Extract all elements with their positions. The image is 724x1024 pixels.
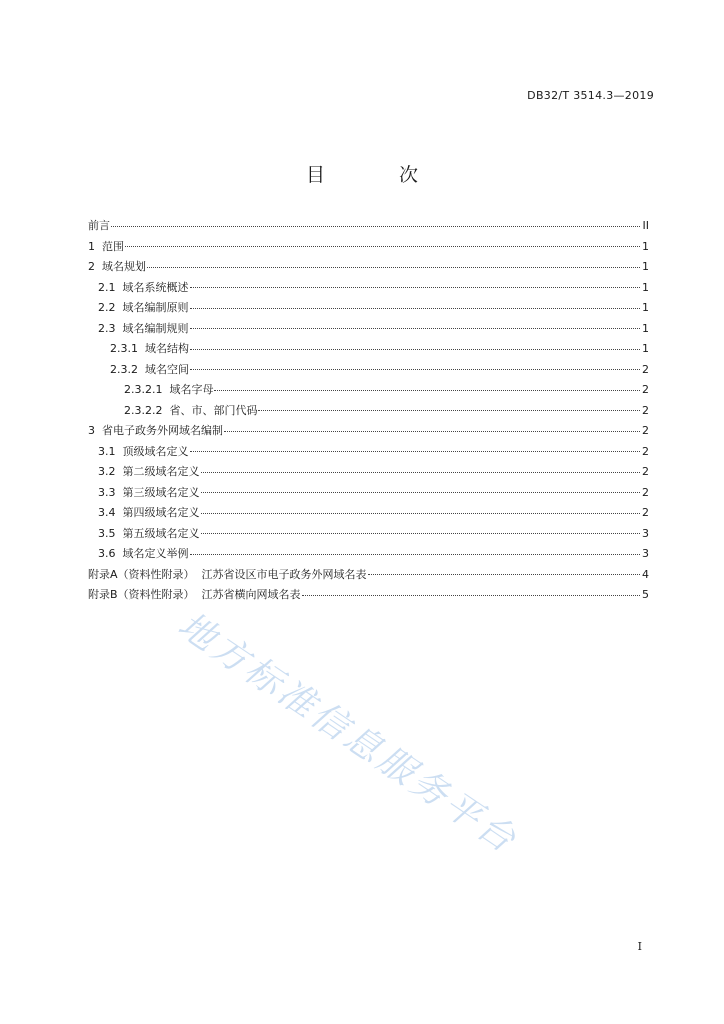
- toc-dot-leader: [190, 349, 640, 350]
- toc-entry-number: 3.6: [98, 547, 123, 560]
- toc-entry-number: 3: [88, 424, 102, 437]
- toc-entry-page: 2: [642, 506, 649, 519]
- toc-entry[interactable]: [88, 585, 649, 606]
- toc-entry-page: 2: [642, 465, 649, 478]
- toc-entry[interactable]: [88, 319, 649, 340]
- toc-entry[interactable]: [88, 421, 649, 442]
- toc-dot-leader: [201, 492, 641, 493]
- toc-entry[interactable]: [88, 462, 649, 483]
- toc-entry[interactable]: [88, 216, 649, 237]
- toc-entry-number: 1: [88, 239, 102, 253]
- toc-dot-leader: [302, 595, 640, 596]
- toc-entry-page: 1: [642, 239, 649, 253]
- toc-entry-title: 顶级域名定义: [122, 444, 189, 458]
- toc-dot-leader: [201, 533, 641, 534]
- toc-entry-number: 2.3.2: [110, 362, 145, 376]
- toc-entry-title: 附录B（资料性附录） 江苏省横向网域名表: [88, 588, 301, 601]
- toc-dot-leader: [368, 574, 640, 575]
- toc-entry[interactable]: [88, 503, 649, 524]
- toc-entry-number: 3.5: [98, 526, 123, 540]
- toc-entry-title: 第三级域名定义: [122, 485, 200, 499]
- table-of-contents: [88, 216, 649, 606]
- toc-dot-leader: [214, 390, 640, 391]
- toc-entry-title: 范围: [102, 239, 124, 253]
- toc-entry-title: 省、市、部门代码: [169, 403, 258, 417]
- toc-entry-title: 域名编制规则: [122, 321, 189, 335]
- toc-dot-leader: [201, 513, 641, 514]
- toc-entry-title: 域名字母: [169, 383, 214, 396]
- toc-entry-title: 域名结构: [144, 342, 189, 355]
- toc-entry-number: 2: [88, 260, 102, 273]
- toc-entry-title: 域名系统概述: [122, 280, 189, 294]
- toc-entry-title: 省电子政务外网域名编制: [102, 424, 223, 437]
- footer-page-number: I: [637, 940, 642, 953]
- toc-entry[interactable]: [88, 524, 649, 545]
- toc-entry[interactable]: [88, 380, 649, 401]
- toc-entry-number: 2.3.2.2: [124, 403, 170, 417]
- toc-entry[interactable]: [88, 401, 649, 422]
- toc-entry-number: 3.3: [98, 485, 123, 499]
- toc-entry-number: 2.3.1: [110, 342, 145, 355]
- toc-dot-leader: [201, 472, 641, 473]
- toc-entry-page: 3: [642, 547, 649, 560]
- toc-entry-page: 2: [642, 383, 649, 396]
- toc-dot-leader: [258, 410, 640, 411]
- toc-entry-page: 1: [642, 280, 649, 294]
- toc-dot-leader: [190, 328, 641, 329]
- toc-entry-page: 2: [642, 403, 649, 417]
- toc-entry[interactable]: [88, 565, 649, 586]
- toc-entry-page: 2: [642, 424, 649, 437]
- toc-entry-number: 3.2: [98, 465, 123, 478]
- page-title: 目 次: [305, 164, 453, 186]
- toc-entry[interactable]: [88, 339, 649, 360]
- toc-entry-title: 域名定义举例: [122, 547, 189, 560]
- toc-entry-number: 2.3.2.1: [124, 383, 170, 396]
- toc-entry-title: 第五级域名定义: [122, 526, 200, 540]
- document-code: DB32/T 3514.3—2019: [527, 89, 654, 102]
- toc-entry[interactable]: [88, 544, 649, 565]
- toc-entry-title: 第二级域名定义: [122, 465, 200, 478]
- toc-entry-number: 2.2: [98, 301, 123, 314]
- toc-entry-number: 2.3: [98, 321, 123, 335]
- toc-entry-page: 1: [642, 260, 649, 273]
- toc-entry-page: II: [642, 219, 649, 232]
- toc-entry-number: 3.1: [98, 444, 123, 458]
- toc-entry-page: 4: [642, 567, 649, 581]
- toc-entry[interactable]: [88, 257, 649, 278]
- toc-dot-leader: [190, 308, 641, 309]
- toc-entry[interactable]: [88, 298, 649, 319]
- watermark: 地方标准信息服务平台: [170, 604, 526, 863]
- toc-entry[interactable]: [88, 483, 649, 504]
- toc-dot-leader: [190, 369, 640, 370]
- toc-entry-title: 第四级域名定义: [122, 506, 200, 519]
- toc-dot-leader: [125, 246, 640, 247]
- toc-entry-number: 2.1: [98, 280, 123, 294]
- toc-dot-leader: [190, 287, 641, 288]
- toc-entry[interactable]: [88, 237, 649, 258]
- toc-entry-page: 5: [642, 588, 649, 601]
- toc-entry-title: 域名空间: [144, 362, 189, 376]
- toc-entry[interactable]: [88, 442, 649, 463]
- toc-entry-page: 1: [642, 301, 649, 314]
- toc-entry-title: 域名编制原则: [122, 301, 189, 314]
- toc-dot-leader: [224, 431, 640, 432]
- toc-entry-title: 附录A（资料性附录） 江苏省设区市电子政务外网域名表: [88, 567, 367, 581]
- toc-entry-page: 1: [642, 342, 649, 355]
- toc-entry-page: 1: [642, 321, 649, 335]
- toc-entry-title: 域名规划: [102, 260, 146, 273]
- toc-entry-page: 2: [642, 362, 649, 376]
- toc-entry[interactable]: [88, 360, 649, 381]
- toc-entry[interactable]: [88, 278, 649, 299]
- toc-dot-leader: [111, 226, 640, 227]
- toc-dot-leader: [190, 451, 641, 452]
- toc-entry-number: 3.4: [98, 506, 123, 519]
- toc-entry-page: 2: [642, 444, 649, 458]
- toc-entry-page: 3: [642, 526, 649, 540]
- toc-dot-leader: [147, 267, 640, 268]
- toc-entry-title: 前言: [88, 219, 110, 232]
- toc-dot-leader: [190, 554, 641, 555]
- toc-entry-page: 2: [642, 485, 649, 499]
